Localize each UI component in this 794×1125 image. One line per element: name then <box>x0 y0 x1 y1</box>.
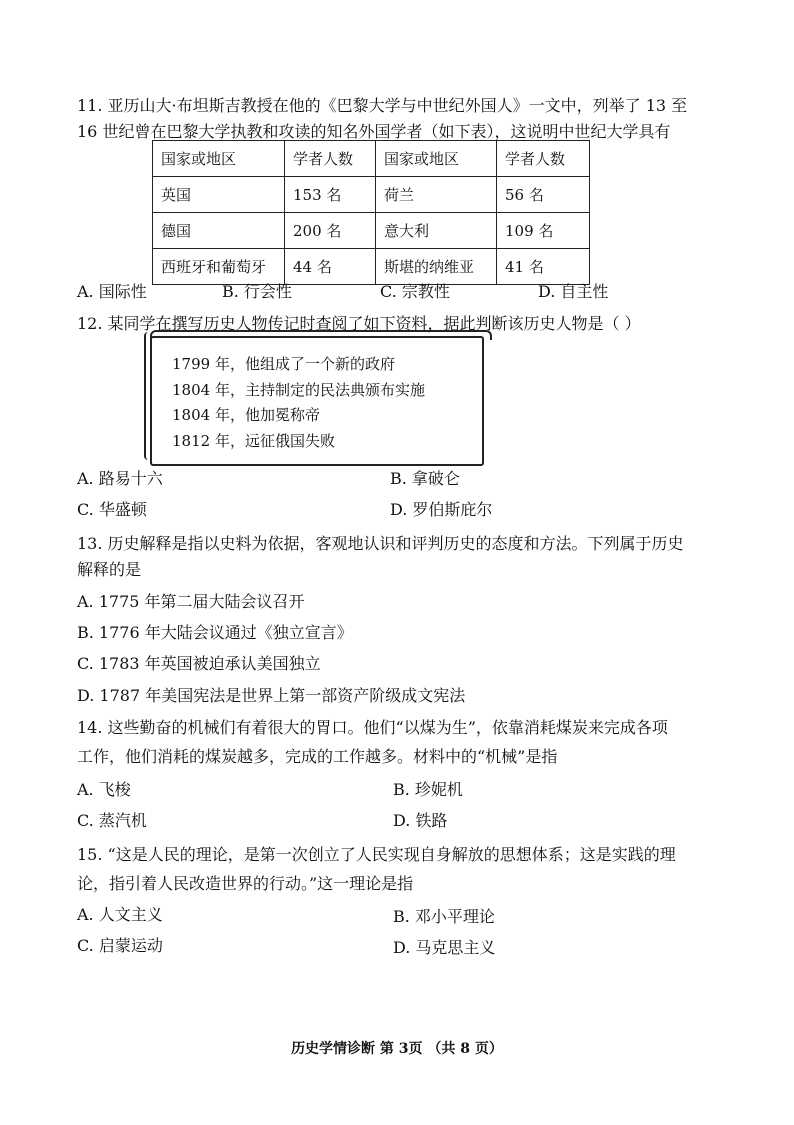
q15-stem-line2: 论，指引着人民改造世界的行动。”这一理论是指 <box>77 874 414 893</box>
table-header-row <box>153 141 590 177</box>
q13-option-b: B. 1776 年大陆会议通过《独立宣言》 <box>77 623 353 642</box>
q11-option-d: D. 自主性 <box>538 282 609 301</box>
table-cell: 德国 <box>153 213 285 249</box>
table-cell: 200 名 <box>285 213 376 249</box>
table-header-cell: 学者人数 <box>497 141 590 177</box>
table-header-cell: 国家或地区 <box>376 141 497 177</box>
q11-stem-line1: 11. 亚历山大·布坦斯吉教授在他的《巴黎大学与中世纪外国人》一文中，列举了 13 至 <box>77 96 688 115</box>
table-cell: 荷兰 <box>376 177 497 213</box>
table-row <box>153 249 590 285</box>
table-cell: 西班牙和葡萄牙 <box>153 249 285 285</box>
q12-option-a: A. 路易十六 <box>77 469 163 488</box>
scholars-table <box>152 140 590 285</box>
q15-option-b: B. 邓小平理论 <box>393 907 495 926</box>
table-row <box>153 177 590 213</box>
timeline-item: 1812 年，远征俄国失败 <box>172 432 335 450</box>
table-cell: 109 名 <box>497 213 590 249</box>
q11-option-b: B. 行会性 <box>222 282 292 301</box>
q12-option-b: B. 拿破仑 <box>390 469 460 488</box>
q15-option-a: A. 人文主义 <box>77 905 163 924</box>
q14-option-a: A. 飞梭 <box>77 780 131 799</box>
q14-option-d: D. 铁路 <box>393 811 448 830</box>
table-cell: 斯堪的纳维亚 <box>376 249 497 285</box>
table-cell: 英国 <box>153 177 285 213</box>
table-row <box>153 213 590 249</box>
q13-option-c: C. 1783 年英国被迫承认美国独立 <box>77 654 321 673</box>
timeline-item: 1804 年，他加冕称帝 <box>172 406 320 424</box>
table-cell: 41 名 <box>497 249 590 285</box>
q15-stem-line1: 15. “这是人民的理论，是第一次创立了人民实现自身解放的思想体系；这是实践的理 <box>77 845 676 864</box>
page-footer: 历史学情诊断 第 3页 （共 8 页） <box>291 1041 503 1057</box>
q12-option-d: D. 罗伯斯庇尔 <box>390 500 493 519</box>
table-cell: 意大利 <box>376 213 497 249</box>
q14-stem-line1: 14. 这些勤奋的机械们有着很大的胃口。他们“以煤为生”，依靠消耗煤炭来完成各项 <box>77 718 668 737</box>
table-header-cell: 国家或地区 <box>153 141 285 177</box>
timeline-item: 1799 年，他组成了一个新的政府 <box>172 355 395 373</box>
q14-option-c: C. 蒸汽机 <box>77 811 147 830</box>
table-cell: 44 名 <box>285 249 376 285</box>
q15-option-d: D. 马克思主义 <box>393 938 496 957</box>
q11-option-a: A. 国际性 <box>77 282 147 301</box>
timeline-item: 1804 年，主持制定的民法典颁布实施 <box>172 381 425 399</box>
scroll-material-box <box>150 336 484 466</box>
table-cell: 56 名 <box>497 177 590 213</box>
table-cell: 153 名 <box>285 177 376 213</box>
q11-stem-line2: 16 世纪曾在巴黎大学执教和攻读的知名外国学者（如下表），这说明中世纪大学具有 <box>77 122 671 141</box>
q11-option-c: C. 宗教性 <box>380 282 450 301</box>
q13-option-a: A. 1775 年第二届大陆会议召开 <box>77 592 305 611</box>
q13-stem-line2: 解释的是 <box>77 560 142 579</box>
q12-stem: 12. 某同学在撰写历史人物传记时查阅了如下资料，据此判断该历史人物是（ ） <box>77 314 641 333</box>
q14-option-b: B. 珍妮机 <box>393 780 463 799</box>
q13-stem-line1: 13. 历史解释是指以史料为依据，客观地认识和评判历史的态度和方法。下列属于历史 <box>77 534 684 553</box>
q14-stem-line2: 工作，他们消耗的煤炭越多，完成的工作越多。材料中的“机械”是指 <box>77 747 558 766</box>
q12-option-c: C. 华盛顿 <box>77 500 147 519</box>
q13-option-d: D. 1787 年美国宪法是世界上第一部资产阶级成文宪法 <box>77 686 466 705</box>
q15-option-c: C. 启蒙运动 <box>77 936 163 955</box>
table-header-cell: 学者人数 <box>285 141 376 177</box>
